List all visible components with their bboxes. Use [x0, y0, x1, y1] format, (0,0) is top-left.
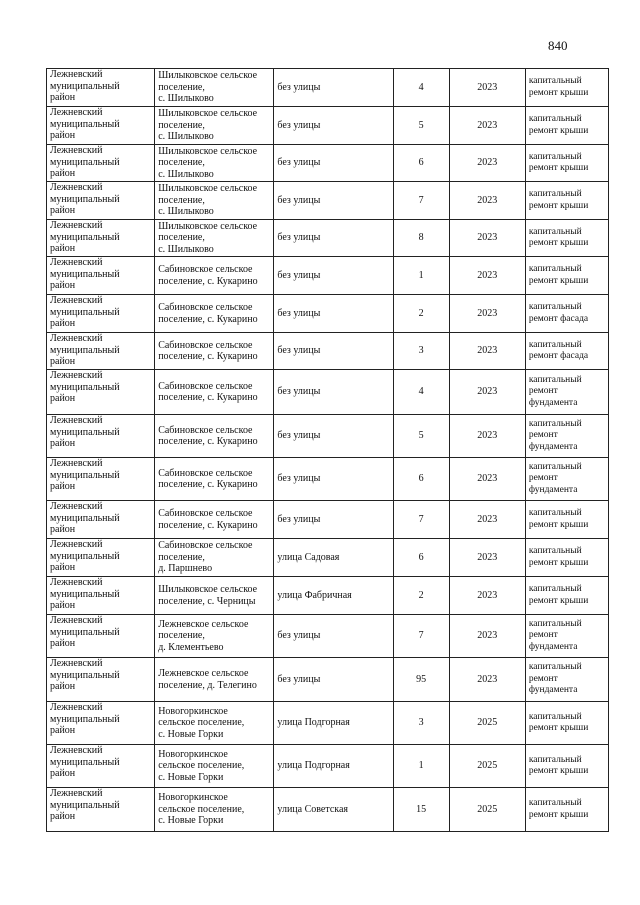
street-cell: улица Советская: [274, 788, 393, 832]
work-type-cell: [525, 745, 608, 788]
settlement-cell-line: Новогоркинское: [158, 748, 228, 760]
district-cell-line: район: [50, 768, 76, 779]
table-row: [47, 370, 609, 415]
district-cell: [47, 702, 155, 745]
table-row: [47, 577, 609, 615]
settlement-cell: [155, 182, 274, 220]
work-type-cell-line: ремонт крыши: [528, 275, 589, 286]
settlement-cell-line: поселение, с. Кукарино: [158, 519, 258, 531]
work-type-cell-line: ремонт крыши: [528, 200, 589, 211]
work-type-cell-line: капитальный: [528, 711, 582, 722]
district-cell: [47, 415, 155, 458]
district-cell-line: Лежневский: [50, 458, 103, 469]
work-type-cell: [525, 702, 608, 745]
work-type-cell-line: фундамента: [528, 441, 578, 452]
settlement-cell-line: с. Шилыково: [158, 168, 214, 180]
work-type-cell-line: капитальный: [528, 76, 582, 86]
work-type-cell-line: ремонт: [528, 386, 558, 397]
settlement-cell-line: поселение, с. Кукарино: [158, 479, 258, 490]
settlement-cell-line: д. Клементьево: [158, 641, 224, 653]
year-cell: 2025: [449, 788, 525, 832]
settlement-cell-line: Шилыковское сельское: [158, 108, 258, 120]
district-cell-line: Лежневский: [50, 788, 103, 799]
house-number-cell: 15: [393, 788, 449, 832]
year-cell: 2023: [449, 615, 525, 658]
house-number-cell: 5: [393, 107, 449, 145]
year-cell: 2023: [449, 501, 525, 539]
street-cell: улица Фабричная: [274, 577, 393, 615]
work-type-cell: [525, 333, 608, 370]
work-type-cell-line: ремонт крыши: [528, 595, 589, 606]
district-cell-line: Лежневский: [50, 370, 103, 381]
work-type-cell-line: ремонт фасада: [528, 313, 589, 324]
work-type-cell: [525, 370, 608, 415]
district-cell: [47, 182, 155, 220]
work-type-cell: [525, 257, 608, 295]
district-cell-line: муниципальный: [50, 588, 120, 600]
work-type-cell-line: ремонт крыши: [528, 809, 589, 820]
year-cell: 2023: [449, 333, 525, 370]
work-type-cell-line: фундамента: [528, 685, 578, 696]
street-cell: без улицы: [274, 370, 393, 415]
district-cell-line: муниципальный: [50, 381, 120, 393]
work-type-cell-line: капитальный: [528, 189, 582, 199]
settlement-cell-line: поселение,: [158, 81, 205, 93]
district-cell-line: Лежневский: [50, 69, 103, 80]
street-cell: без улицы: [274, 107, 393, 145]
settlement-cell: [155, 295, 274, 333]
district-cell-line: Лежневский: [50, 501, 103, 512]
house-number-cell: 3: [393, 702, 449, 745]
settlement-cell: [155, 658, 274, 702]
street-cell: без улицы: [274, 658, 393, 702]
district-cell-line: район: [50, 393, 76, 404]
year-cell: 2023: [449, 577, 525, 615]
settlement-cell-line: поселение, д. Телегино: [158, 679, 257, 691]
district-cell-line: район: [50, 811, 76, 822]
table-row: [47, 501, 609, 539]
work-type-cell: [525, 415, 608, 458]
street-cell: без улицы: [274, 458, 393, 501]
street-cell: улица Подгорная: [274, 745, 393, 788]
district-cell: [47, 501, 155, 539]
house-number-cell: 95: [393, 658, 449, 702]
year-cell: 2025: [449, 745, 525, 788]
street-cell: без улицы: [274, 145, 393, 182]
district-cell-line: Лежневский: [50, 182, 103, 193]
house-number-cell: 8: [393, 220, 449, 257]
year-cell: 2023: [449, 182, 525, 220]
district-cell: [47, 295, 155, 333]
settlement-cell: [155, 745, 274, 788]
district-cell-line: Лежневский: [50, 145, 103, 156]
district-cell-line: район: [50, 168, 76, 179]
settlement-cell-line: Сабиновское сельское: [158, 264, 253, 275]
settlement-cell: [155, 107, 274, 145]
district-cell-line: муниципальный: [50, 756, 120, 768]
district-cell-line: Лежневский: [50, 107, 103, 118]
settlement-cell-line: Новогоркинское: [158, 792, 228, 804]
work-type-cell: [525, 539, 608, 577]
settlement-cell: [155, 539, 274, 577]
settlement-cell-line: Лежневское сельское: [158, 668, 249, 679]
work-type-cell-line: фундамента: [528, 484, 578, 495]
work-type-cell-line: ремонт крыши: [528, 723, 589, 733]
district-cell-line: район: [50, 318, 76, 329]
settlement-cell: [155, 69, 274, 107]
settlement-cell-line: Лежневское сельское: [158, 618, 249, 630]
settlement-cell-line: поселение, с. Кукарино: [158, 392, 258, 403]
settlement-cell: [155, 577, 274, 615]
work-type-cell-line: капитальный: [528, 461, 582, 472]
street-cell: без улицы: [274, 220, 393, 257]
work-type-cell: [525, 501, 608, 539]
settlement-cell-line: с. Новые Горки: [158, 815, 224, 827]
district-cell-line: муниципальный: [50, 469, 120, 481]
house-number-cell: 6: [393, 539, 449, 577]
table-row: [47, 745, 609, 788]
work-type-cell-line: ремонт: [528, 430, 558, 441]
work-type-cell-line: капитальный: [528, 618, 582, 629]
table-row: [47, 458, 609, 501]
work-type-cell-line: ремонт: [528, 630, 558, 641]
house-number-cell: 1: [393, 257, 449, 295]
house-number-cell: 2: [393, 577, 449, 615]
settlement-cell-line: с. Шилыково: [158, 131, 214, 143]
district-cell: [47, 458, 155, 501]
district-cell: [47, 745, 155, 788]
year-cell: 2023: [449, 458, 525, 501]
work-type-cell-line: капитальный: [528, 264, 582, 274]
settlement-cell-line: Шилыковское сельское: [158, 584, 258, 595]
settlement-cell-line: Шилыковское сельское: [158, 145, 258, 157]
district-cell-line: муниципальный: [50, 799, 120, 811]
district-cell-line: Лежневский: [50, 615, 103, 626]
table-row: [47, 145, 609, 182]
district-cell-line: район: [50, 130, 76, 141]
work-type-cell: [525, 145, 608, 182]
district-cell-line: муниципальный: [50, 512, 120, 524]
district-cell-line: муниципальный: [50, 268, 120, 280]
district-cell-line: район: [50, 243, 76, 254]
house-number-cell: 5: [393, 415, 449, 458]
settlement-cell-line: Новогоркинское: [158, 705, 228, 717]
settlement-cell-line: поселение, с. Кукарино: [158, 351, 258, 362]
district-cell: [47, 145, 155, 182]
year-cell: 2023: [449, 370, 525, 415]
table-row: [47, 415, 609, 458]
table-row: [47, 333, 609, 370]
street-cell: без улицы: [274, 257, 393, 295]
year-cell: 2023: [449, 539, 525, 577]
district-cell: [47, 658, 155, 702]
house-number-cell: 1: [393, 745, 449, 788]
street-cell: улица Подгорная: [274, 702, 393, 745]
year-cell: 2023: [449, 145, 525, 182]
district-cell-line: район: [50, 562, 76, 573]
settlement-cell: [155, 257, 274, 295]
work-type-cell-line: капитальный: [528, 798, 582, 808]
district-cell-line: район: [50, 524, 76, 535]
house-number-cell: 7: [393, 182, 449, 220]
settlement-cell-line: Шилыковское сельское: [158, 183, 258, 195]
settlement-cell-line: д. Паршнево: [158, 563, 213, 575]
district-cell-line: район: [50, 356, 76, 367]
settlement-cell-line: поселение, с. Черницы: [158, 595, 256, 607]
table-row: [47, 220, 609, 257]
work-type-cell-line: ремонт крыши: [528, 519, 589, 530]
work-type-cell-line: ремонт фасада: [528, 351, 589, 361]
settlement-cell-line: с. Шилыково: [158, 206, 214, 218]
work-type-cell-line: фундамента: [528, 641, 578, 652]
settlement-cell-line: сельское поселение,: [158, 803, 245, 815]
table-row: [47, 182, 609, 220]
district-cell-line: район: [50, 481, 76, 492]
settlement-cell-line: поселение, с. Кукарино: [158, 436, 258, 447]
settlement-cell: [155, 220, 274, 257]
work-type-cell-line: капитальный: [528, 508, 582, 518]
settlement-cell-line: Сабиновское сельское: [158, 467, 253, 479]
work-type-cell: [525, 182, 608, 220]
year-cell: 2023: [449, 295, 525, 333]
table-row: [47, 788, 609, 832]
work-type-cell-line: ремонт крыши: [528, 163, 589, 173]
settlement-cell: [155, 702, 274, 745]
district-cell: [47, 615, 155, 658]
district-cell-line: район: [50, 205, 76, 216]
year-cell: 2023: [449, 220, 525, 257]
table-row: [47, 69, 609, 107]
page-number: 840: [548, 38, 568, 53]
settlement-cell-line: Шилыковское сельское: [158, 70, 258, 82]
settlement-cell-line: с. Шилыково: [158, 243, 214, 255]
district-cell-line: муниципальный: [50, 193, 120, 205]
street-cell: без улицы: [274, 615, 393, 658]
work-type-cell-line: капитальный: [528, 418, 582, 429]
house-number-cell: 4: [393, 370, 449, 415]
district-cell-line: муниципальный: [50, 669, 120, 681]
district-cell-line: район: [50, 438, 76, 449]
district-cell-line: муниципальный: [50, 231, 120, 243]
district-cell: [47, 788, 155, 832]
table-row: [47, 257, 609, 295]
district-cell-line: Лежневский: [50, 295, 103, 306]
work-type-cell-line: ремонт крыши: [528, 125, 589, 136]
district-cell-line: Лежневский: [50, 702, 103, 713]
street-cell: без улицы: [274, 415, 393, 458]
district-cell-line: муниципальный: [50, 80, 120, 92]
district-cell-line: Лежневский: [50, 539, 103, 550]
district-cell-line: муниципальный: [50, 344, 120, 356]
street-cell: без улицы: [274, 182, 393, 220]
district-cell: [47, 539, 155, 577]
settlement-cell-line: с. Новые Горки: [158, 728, 224, 740]
work-type-cell-line: капитальный: [528, 302, 582, 312]
house-number-cell: 3: [393, 333, 449, 370]
house-number-cell: 4: [393, 69, 449, 107]
settlement-cell-line: сельское поселение,: [158, 717, 245, 729]
district-cell-line: муниципальный: [50, 156, 120, 168]
settlement-cell: [155, 788, 274, 832]
district-cell-line: муниципальный: [50, 713, 120, 725]
settlement-cell-line: поселение, с. Кукарино: [158, 275, 258, 287]
district-cell-line: муниципальный: [50, 118, 120, 130]
year-cell: 2023: [449, 415, 525, 458]
house-number-cell: 7: [393, 501, 449, 539]
settlement-cell-line: поселение,: [158, 119, 205, 131]
street-cell: без улицы: [274, 333, 393, 370]
year-cell: 2025: [449, 702, 525, 745]
street-cell: без улицы: [274, 295, 393, 333]
settlement-cell: [155, 458, 274, 501]
district-cell: [47, 107, 155, 145]
table-row: [47, 295, 609, 333]
district-cell-line: Лежневский: [50, 658, 103, 669]
work-type-cell-line: капитальный: [528, 374, 582, 385]
district-cell: [47, 370, 155, 415]
table-body: [47, 69, 609, 832]
settlement-cell: [155, 145, 274, 182]
settlement-cell-line: Сабиновское сельское: [158, 508, 253, 519]
work-type-cell-line: капитальный: [528, 546, 582, 556]
district-cell-line: район: [50, 280, 76, 291]
district-cell-line: Лежневский: [50, 415, 103, 426]
work-type-cell: [525, 458, 608, 501]
work-type-cell-line: капитальный: [528, 662, 582, 673]
work-type-cell-line: ремонт: [528, 673, 558, 684]
work-type-cell-line: капитальный: [528, 584, 582, 594]
table-row: [47, 107, 609, 145]
district-cell-line: район: [50, 92, 76, 103]
district-cell-line: муниципальный: [50, 550, 120, 562]
work-type-cell-line: капитальный: [528, 114, 582, 124]
district-cell-line: Лежневский: [50, 745, 103, 756]
house-number-cell: 2: [393, 295, 449, 333]
table-row: [47, 702, 609, 745]
work-type-cell: [525, 577, 608, 615]
district-cell-line: район: [50, 600, 76, 611]
settlement-cell: [155, 501, 274, 539]
year-cell: 2023: [449, 107, 525, 145]
work-type-cell-line: ремонт: [528, 473, 558, 484]
district-cell-line: Лежневский: [50, 333, 103, 344]
settlement-cell: [155, 415, 274, 458]
work-type-cell: [525, 220, 608, 257]
house-number-cell: 6: [393, 145, 449, 182]
house-number-cell: 7: [393, 615, 449, 658]
work-type-cell: [525, 69, 608, 107]
district-cell-line: Лежневский: [50, 220, 103, 231]
district-cell-line: муниципальный: [50, 426, 120, 438]
street-cell: без улицы: [274, 69, 393, 107]
work-type-cell: [525, 658, 608, 702]
settlement-cell-line: Сабиновское сельское: [158, 302, 253, 313]
district-cell: [47, 577, 155, 615]
housing-repair-table: [46, 68, 609, 832]
settlement-cell-line: Сабиновское сельское: [158, 339, 253, 351]
settlement-cell: [155, 333, 274, 370]
table-row: [47, 539, 609, 577]
work-type-cell-line: ремонт крыши: [528, 766, 589, 776]
work-type-cell-line: капитальный: [528, 151, 582, 162]
settlement-cell-line: Сабиновское сельское: [158, 424, 253, 436]
work-type-cell-line: ремонт крыши: [528, 87, 589, 98]
district-cell-line: Лежневский: [50, 257, 103, 268]
work-type-cell: [525, 788, 608, 832]
settlement-cell: [155, 615, 274, 658]
year-cell: 2023: [449, 658, 525, 702]
settlement-cell-line: поселение,: [158, 194, 205, 206]
work-type-cell-line: капитальный: [528, 226, 582, 237]
settlement-cell-line: поселение, с. Кукарино: [158, 313, 258, 325]
settlement-cell: [155, 370, 274, 415]
settlement-cell-line: поселение,: [158, 157, 205, 169]
settlement-cell-line: с. Шилыково: [158, 93, 214, 105]
street-cell: без улицы: [274, 501, 393, 539]
work-type-cell-line: фундамента: [528, 397, 578, 408]
district-cell-line: район: [50, 725, 76, 736]
settlement-cell-line: поселение,: [158, 630, 205, 642]
settlement-cell-line: сельское поселение,: [158, 760, 245, 772]
table-row: [47, 658, 609, 702]
settlement-cell-line: поселение,: [158, 232, 205, 244]
work-type-cell: [525, 615, 608, 658]
district-cell: [47, 333, 155, 370]
district-cell: [47, 220, 155, 257]
settlement-cell-line: Сабиновское сельское: [158, 540, 253, 552]
settlement-cell-line: Шилыковское сельское: [158, 220, 258, 232]
year-cell: 2023: [449, 257, 525, 295]
work-type-cell-line: капитальный: [528, 339, 582, 350]
work-type-cell-line: капитальный: [528, 754, 582, 765]
district-cell: [47, 69, 155, 107]
district-cell-line: Лежневский: [50, 577, 103, 588]
work-type-cell: [525, 107, 608, 145]
district-cell-line: район: [50, 638, 76, 649]
district-cell-line: муниципальный: [50, 626, 120, 638]
settlement-cell-line: с. Новые Горки: [158, 771, 224, 783]
district-cell-line: муниципальный: [50, 306, 120, 318]
street-cell: улица Садовая: [274, 539, 393, 577]
house-number-cell: 6: [393, 458, 449, 501]
settlement-cell-line: поселение,: [158, 551, 205, 563]
settlement-cell-line: Сабиновское сельское: [158, 380, 253, 392]
work-type-cell: [525, 295, 608, 333]
district-cell: [47, 257, 155, 295]
table-row: [47, 615, 609, 658]
year-cell: 2023: [449, 69, 525, 107]
district-cell-line: район: [50, 681, 76, 692]
work-type-cell-line: ремонт крыши: [528, 238, 589, 248]
work-type-cell-line: ремонт крыши: [528, 557, 589, 568]
